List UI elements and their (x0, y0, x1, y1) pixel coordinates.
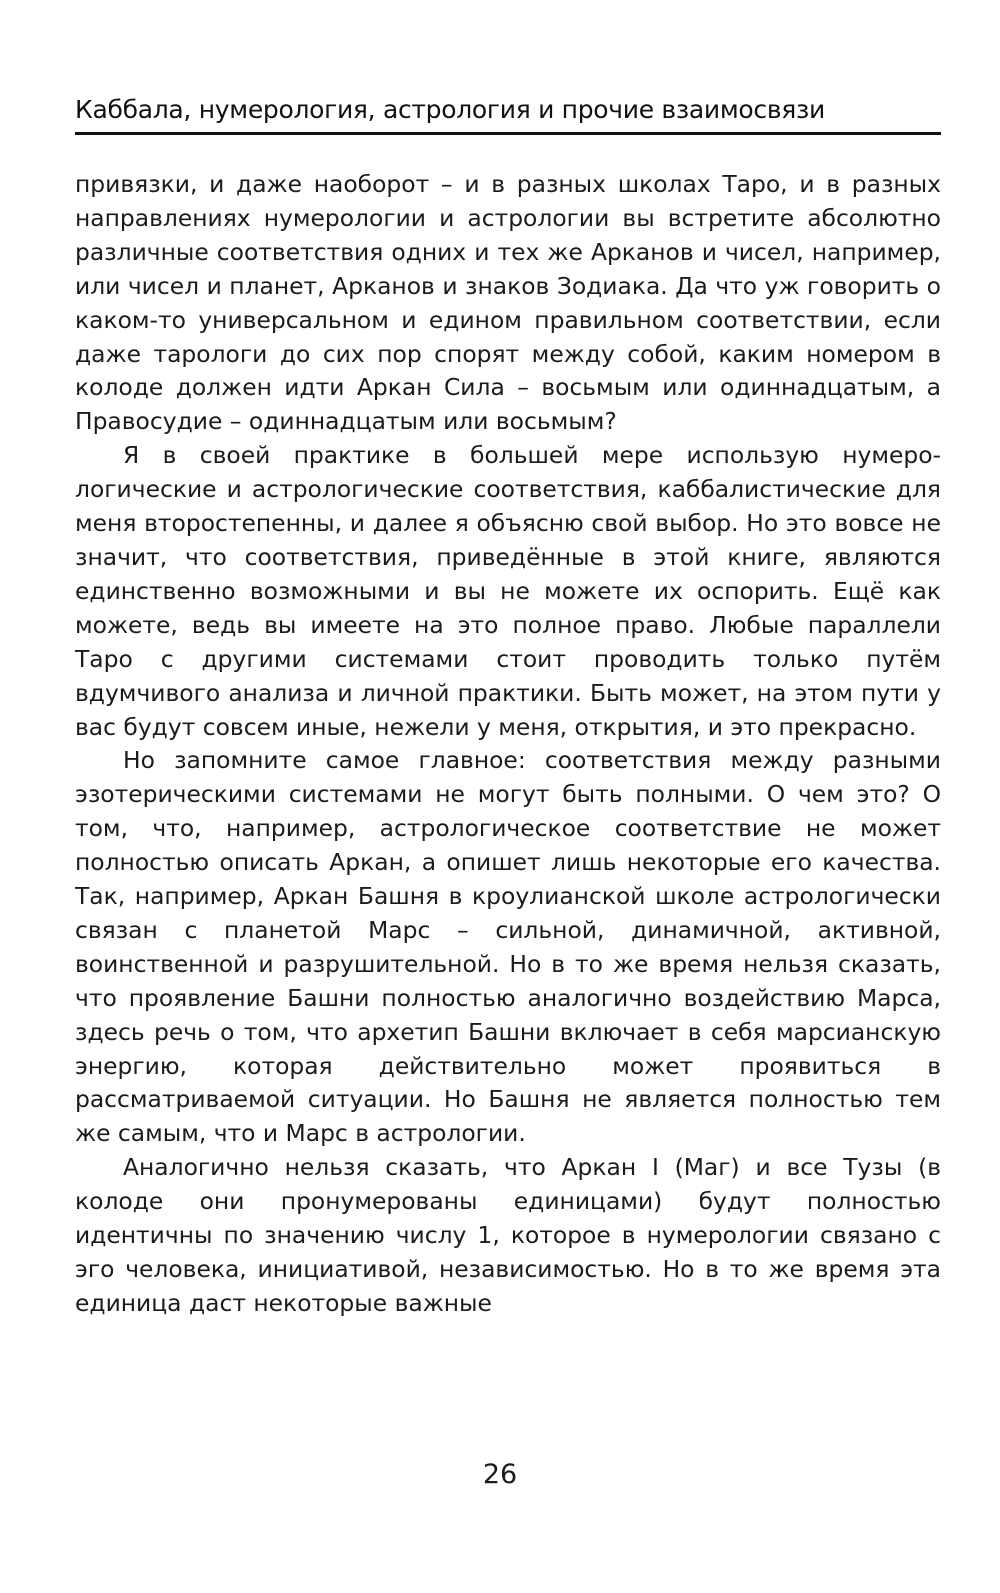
body-text (75, 168, 941, 1321)
page-number: 26 (482, 1459, 518, 1490)
paragraph-2: Я в своей практике в большей мере использую нумерологические и астрологические соответствия, каббалистические для меня второстепенны, и далее я объясню свой выбор. Но это вовсе не значит, что соответствия, приведённые в этой книге, являются единственно возможными и вы не можете их оспорить. Ещё как можете, ведь вы имеете на это полное право. Любые параллели Таро с другими системами стоит проводить только путём вдумчивого анализа и личной практики. Быть может, на этом пути у вас будут совсем иные, нежели у меня, открытия, и это прекрасно. (75, 441, 941, 741)
paragraph-3: Но запомните самое главное: соответствия между разными эзотерическими системами не могут быть полными. О чем это? О том, что, например, астрологическое соответствие не может полностью описать Аркан, а опишет лишь некоторые его качества. Так, например, Аркан Башня в кроулианской школе астрологически связан с планетой Марс – сильной, динамичной, активной, воинственной и разрушительной. Но в то же время нельзя сказать, что проявление Башни полностью аналогично воздействию Марса, здесь речь о том, что архетип Башни включает в себя марсианскую энергию, которая действительно может проявиться в рассматриваемой ситуации. Но Башня не является полностью тем же самым, что и Марс в астрологии. (75, 746, 941, 1148)
header-rule (75, 132, 941, 135)
paragraph-4: Аналогично нельзя сказать, что Аркан I (Маг) и все Тузы (в колоде они пронумерованы единицами) будут полностью идентичны по значению числу 1, которое в нумерологии связано с эго человека, инициативой, независимостью. Но в то же время эта единица даст некоторые важные (75, 1153, 941, 1317)
running-head: Каббала, нумерология, астрология и прочие взаимосвязи (75, 95, 825, 124)
paragraph-1: привязки, и даже наоборот – и в разных школах Таро, и в разных направлениях нумерологии и астрологии вы встретите абсолютно различные соответствия одних и тех же Арканов и чисел, например, или чисел и планет, Арканов и знаков Зодиака. Да что уж говорить о каком-то универсальном и едином правильном соответствии, если даже тарологи до сих пор спорят между собой, каким номером в колоде должен идти Аркан Сила – восьмым или одиннадцатым, а Правосудие – одиннадцатым или восьмым? (75, 170, 941, 436)
